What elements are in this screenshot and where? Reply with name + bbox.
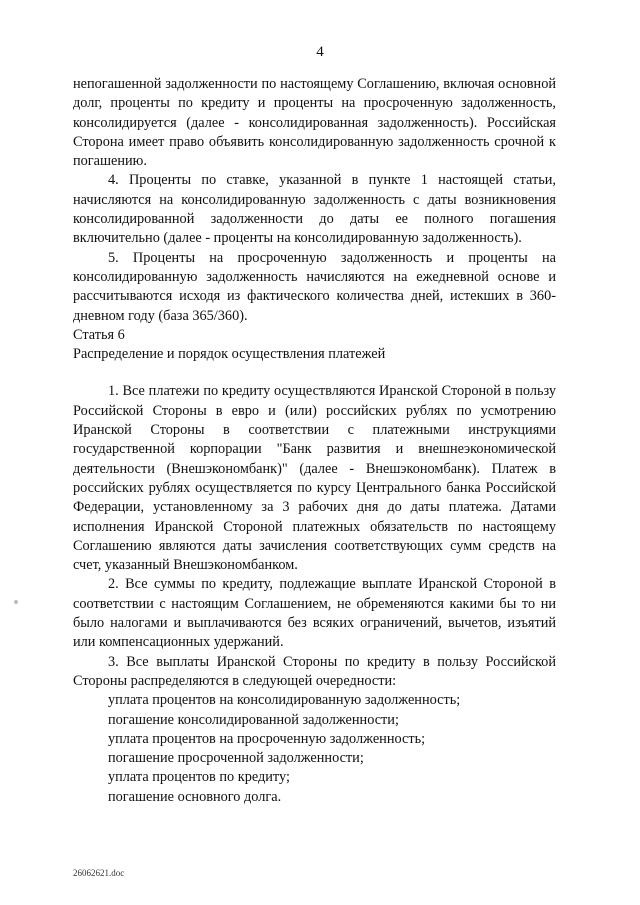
paragraph-article-clause-3: 3. Все выплаты Иранской Стороны по кредиту в пользу Российской Стороны распределяются в следующей очередности:	[73, 653, 556, 689]
paragraph-continuation: непогашенной задолженности по настоящему Соглашению, включая основной долг, проценты по кредиту и проценты на просроченную задолженность, консолидируется (далее - консолидированная задолженность). Российская Сторона имеет право объявить консолидированную задолженность срочной к погашению.	[73, 76, 556, 170]
list-item: уплата процентов по кредиту;	[108, 769, 290, 786]
list-item: погашение консолидированной задолженности;	[108, 711, 399, 728]
scan-dot	[14, 600, 18, 604]
section-spacer	[73, 364, 556, 382]
paragraph-clause-4: 4. Проценты по ставке, указанной в пункте 1 настоящей статьи, начисляются на консолидированную задолженность с даты возникновения консолидированной задолженности до даты ее полного погашения включительно (далее - проценты на консолидированную задолженность).	[73, 172, 556, 247]
paragraph-article-clause-2: 2. Все суммы по кредиту, подлежащие выплате Иранской Стороной в соответствии с настоящим Соглашением, не обременяются какими бы то ни было налогами и выплачиваются без всяких ограничений, вычетов, изъятий или компенсационных удержаний.	[73, 576, 556, 651]
payment-priority-list	[73, 691, 556, 807]
page-number: 4	[316, 44, 324, 60]
list-item: уплата процентов на консолидированную задолженность;	[108, 692, 461, 709]
list-item: погашение основного долга.	[108, 788, 282, 805]
article-title: Распределение и порядок осуществления платежей	[73, 346, 386, 363]
file-name-footer: 26062621.doc	[73, 868, 125, 878]
list-item: уплата процентов на просроченную задолженность;	[108, 730, 426, 747]
paragraph-article-clause-1: 1. Все платежи по кредиту осуществляются Иранской Стороной в пользу Российской Стороны в евро и (или) российских рублях по усмотрению Иранской Стороны в соответствии с платежными инструкциями государственной корпорации "Банк развития и внешнеэкономической деятельности (Внешэкономбанк)" (далее - Внешэкономбанк). Платеж в российских рублях осуществляется по курсу Центрального банка Российской Федерации, установленному за 3 рабочих дня до даты платежа. Датами исполнения Иранской Стороной платежных обязательств по настоящему Соглашению являются даты зачисления соответствующих сумм средств на счет, указанный Внешэкономбанком.	[73, 383, 556, 574]
document-body	[73, 75, 556, 807]
list-item: погашение просроченной задолженности;	[108, 750, 364, 767]
paragraph-clause-5: 5. Проценты на просроченную задолженность и проценты на консолидированную задолженность начисляются на ежедневной основе и рассчитываются исходя из фактического количества дней, истекших в 360-дневном году (база 365/360).	[73, 249, 556, 324]
article-number: Статья 6	[73, 326, 125, 343]
